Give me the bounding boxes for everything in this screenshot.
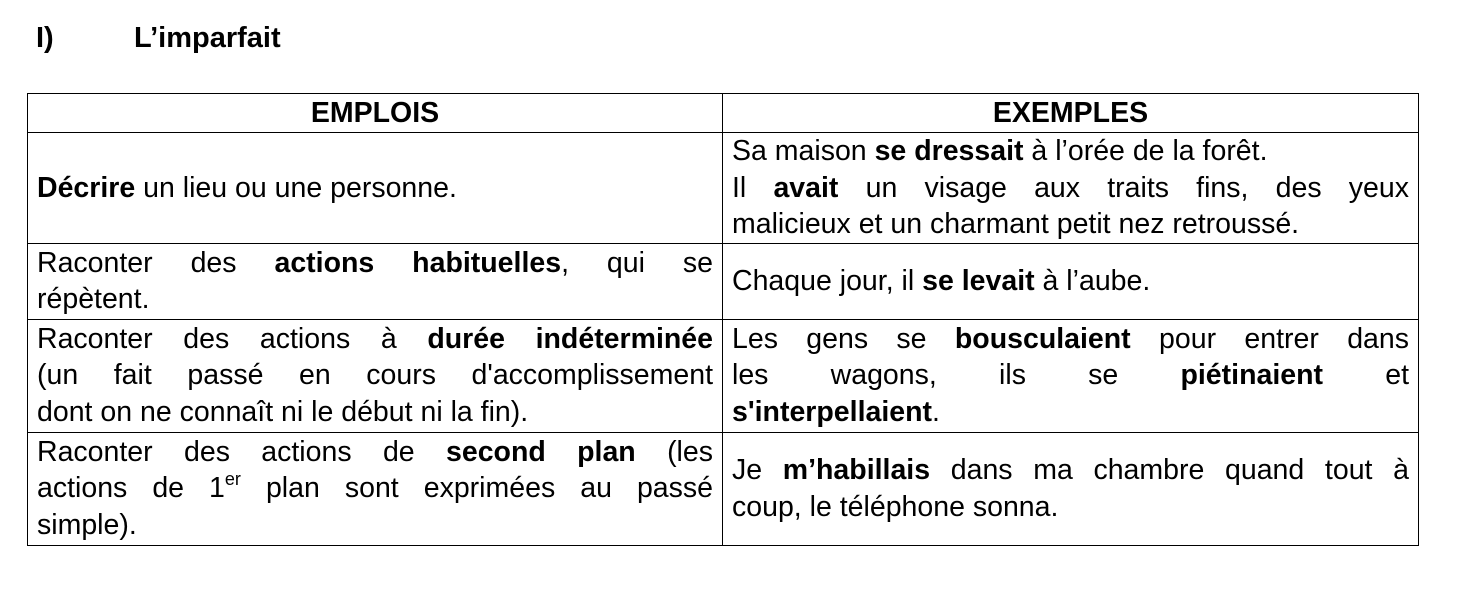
table-row (28, 319, 1419, 432)
emploi-text: (les (635, 435, 713, 468)
emploi-cell (28, 432, 723, 545)
exemple-cell (723, 432, 1419, 545)
table-header-row (28, 94, 1419, 133)
emploi-text: plan sont exprimées au passé (240, 472, 713, 505)
exemple-verb: s'interpellaient (732, 395, 933, 428)
exemple-line (732, 133, 1409, 170)
table-row (28, 432, 1419, 545)
exemple-line (732, 321, 1409, 358)
exemple-text: un visage aux traits fins, des yeux (838, 171, 1409, 204)
emploi-line (37, 434, 713, 471)
exemple-line (732, 206, 1409, 243)
emploi-line (37, 507, 713, 544)
exemple-verb: piétinaient (1180, 359, 1323, 392)
emploi-text: Raconter des actions de (37, 435, 446, 468)
emploi-keyword: durée indéterminée (427, 322, 713, 355)
exemple-text: les wagons, ils se (732, 359, 1181, 392)
exemple-line (732, 170, 1409, 207)
exemple-text: Sa maison (732, 135, 875, 167)
exemple-cell (723, 133, 1419, 244)
emploi-cell (28, 243, 723, 319)
emploi-text: , qui se (561, 246, 713, 279)
exemple-line (732, 394, 1409, 431)
emploi-text: Raconter des (37, 246, 275, 279)
emploi-keyword: Décrire (37, 171, 136, 204)
emploi-text: simple). (37, 508, 137, 541)
exemple-verb: m’habillais (782, 454, 931, 486)
exemple-text: Chaque jour, il (732, 264, 923, 297)
emploi-cell (28, 133, 723, 244)
emploi-keyword: second plan (446, 435, 636, 468)
emploi-text: un lieu ou une personne. (135, 171, 457, 204)
exemple-verb: bousculaient (954, 322, 1131, 355)
table-row (28, 133, 1419, 244)
exemple-line (732, 489, 1409, 526)
exemple-text: à l’orée de la forêt. (1023, 135, 1268, 167)
exemple-text: Il (732, 171, 774, 204)
exemple-text: pour entrer dans (1130, 322, 1409, 355)
header-exemples: EXEMPLES (723, 94, 1419, 133)
emploi-cell (28, 319, 723, 432)
emploi-line (37, 357, 713, 394)
section-title: L’imparfait (134, 22, 281, 54)
header-emplois: EMPLOIS (28, 94, 723, 133)
exemple-verb: avait (773, 171, 839, 204)
exemple-text: Les gens se (732, 322, 955, 355)
emploi-line (37, 321, 713, 358)
imparfait-table (27, 93, 1419, 546)
exemple-text: coup, le téléphone sonna. (732, 490, 1059, 523)
emploi-line (37, 470, 713, 507)
exemple-text: dans ma chambre quand tout à (930, 454, 1409, 486)
emploi-line (37, 245, 713, 282)
section-heading (36, 16, 281, 60)
emploi-text: répètent. (37, 283, 150, 315)
ordinal-superscript: er (224, 469, 241, 490)
exemple-verb: se dressait (874, 135, 1024, 167)
exemple-line (732, 357, 1409, 394)
exemple-text: à l’aube. (1034, 264, 1151, 297)
emploi-text: (un fait passé en cours d'accomplissement (37, 359, 713, 392)
emploi-text: actions de 1 (37, 472, 225, 505)
exemple-verb: se levait (922, 264, 1035, 297)
emploi-keyword: actions habituelles (274, 246, 562, 279)
table-row (28, 243, 1419, 319)
exemple-cell (723, 243, 1419, 319)
section-number: I) (36, 22, 54, 54)
exemple-text: . (932, 395, 940, 428)
exemple-text: malicieux et un charmant petit nez retroussé. (732, 208, 1300, 240)
emploi-text: Raconter des actions à (37, 322, 428, 355)
exemple-text: et (1323, 359, 1409, 392)
emploi-line (37, 394, 713, 431)
exemple-line (732, 452, 1409, 489)
emploi-line (37, 281, 713, 318)
exemple-text: Je (732, 454, 783, 486)
exemple-cell (723, 319, 1419, 432)
emploi-text: dont on ne connaît ni le début ni la fin). (37, 395, 529, 428)
